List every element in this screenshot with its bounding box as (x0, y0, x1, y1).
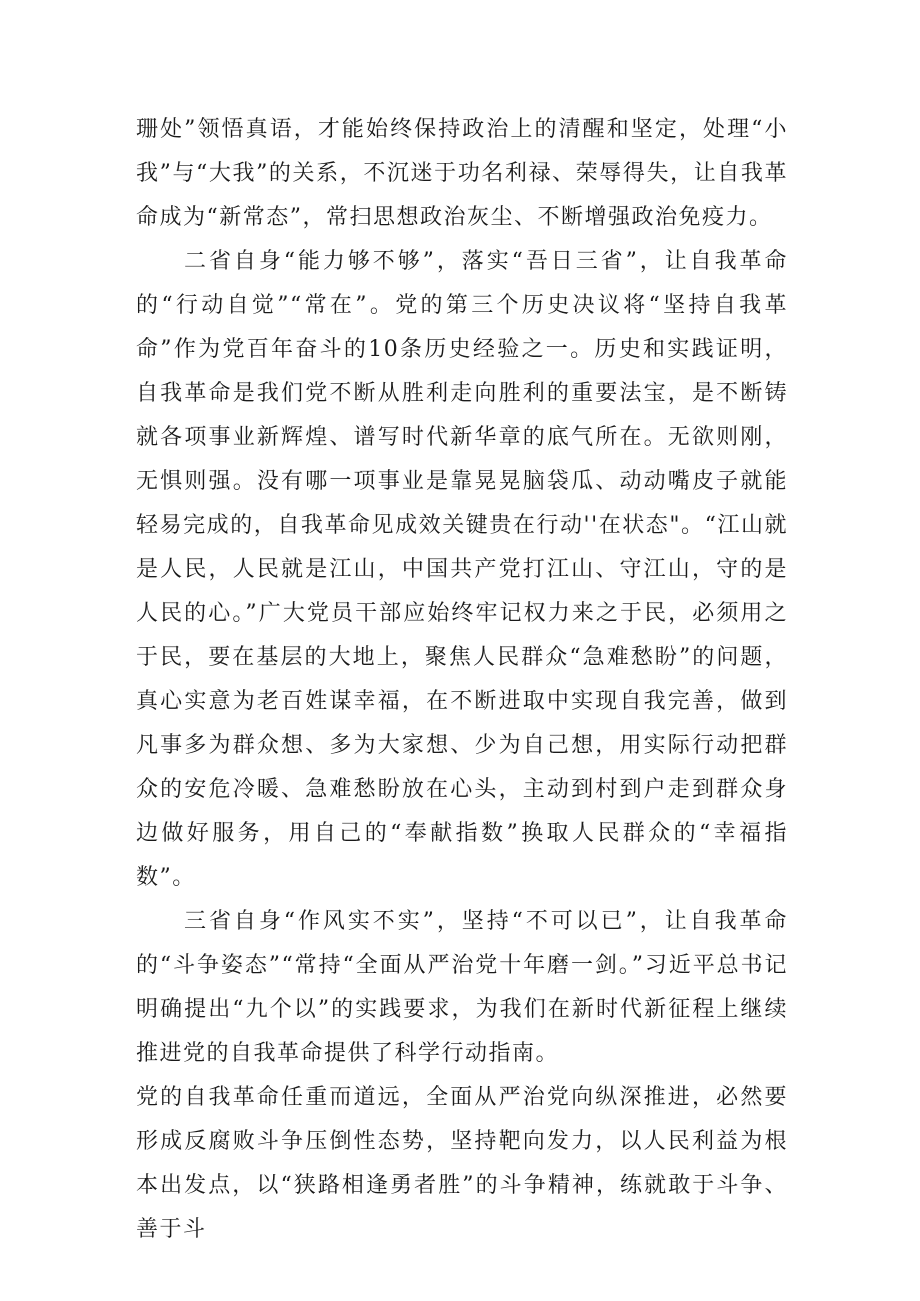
paragraph-3: 三省自身“作风实不实”，坚持“不可以已”，让自我革命的“斗争姿态”“常持“全面从严治党十年磨一剑。”习近平总书记明确提出“九个以”的实践要求，为我们在新时代新征程上继续推进党的自我革命提供了科学行动指南。 (136, 909, 788, 1066)
document-body (136, 108, 788, 1252)
paragraph-4: 党的自我革命任重而道远，全面从严治党向纵深推进，必然要形成反腐败斗争压倒性态势，坚持靶向发力，以人民利益为根本出发点，以“狭路相逢勇者胜”的斗争精神，练就敢于斗争、善于斗 (136, 1085, 788, 1242)
paragraph-1: 珊处”领悟真语，才能始终保持政治上的清醒和坚定，处理“小我”与“大我”的关系，不沉迷于功名利禄、荣辱得失，让自我革命成为“新常态”，常扫思想政治灰尘、不断增强政治免疫力。 (136, 117, 788, 230)
paragraph-2: 二省自身“能力够不够”，落实“吾日三省”，让自我革命的“行动自觉”“常在”。党的第三个历史决议将“坚持自我革命”作为党百年奋斗的10条历史经验之一。历史和实践证明，自我革命是我们党不断从胜利走向胜利的重要法宝，是不断铸就各项事业新辉煌、谱写时代新华章的底气所在。无欲则刚，无惧则强。没有哪一项事业是靠晃晃脑袋瓜、动动嘴皮子就能轻易完成的，自我革命见成效关键贵在行动''在状态"。“江山就是人民，人民就是江山，中国共产党打江山、守江山，守的是人民的心。”广大党员干部应始终牢记权力来之于民，必须用之于民，要在基层的大地上，聚焦人民群众“急难愁盼”的问题，真心实意为老百姓谋幸福，在不断进取中实现自我完善，做到凡事多为群众想、多为大家想、少为自己想，用实际行动把群众的安危冷暖、急难愁盼放在心头，主动到村到户走到群众身边做好服务，用自己的“奉献指数”换取人民群众的“幸福指数”。 (136, 249, 788, 890)
